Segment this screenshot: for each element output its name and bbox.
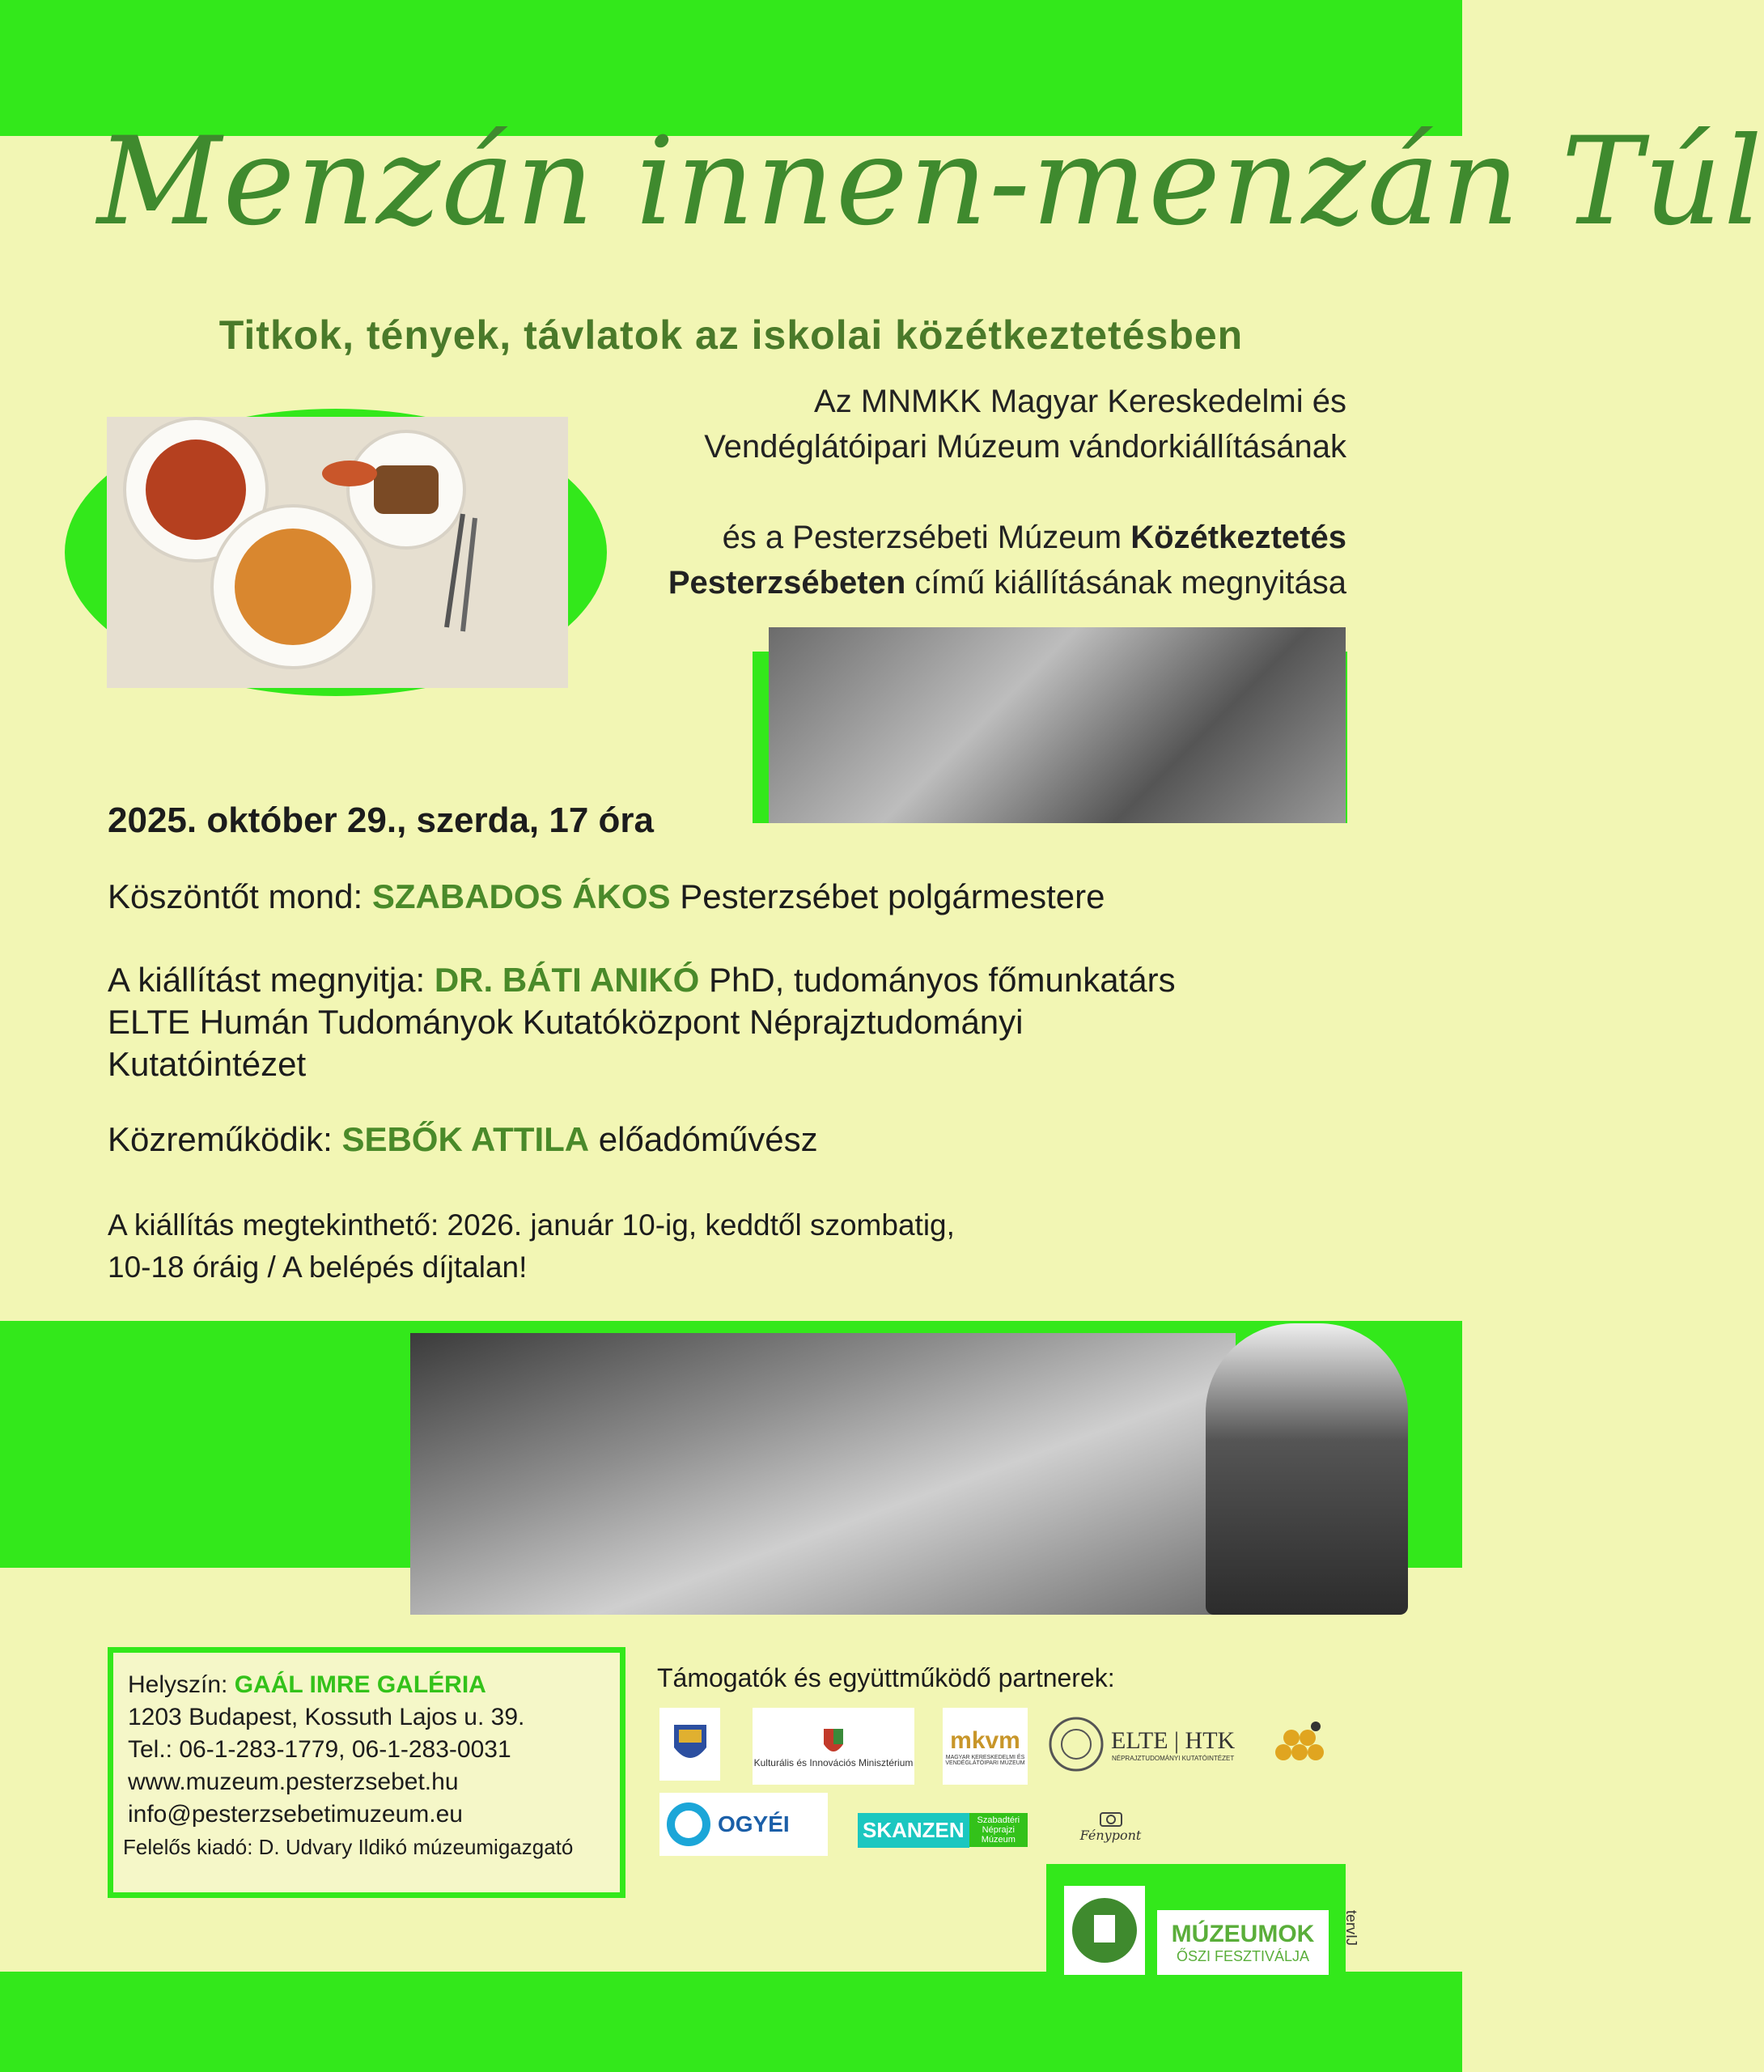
partners-heading: Támogatók és együttműködő partnerek:: [657, 1663, 1115, 1692]
event-title: Menzán innen-menzán Túl: [97, 112, 1764, 253]
opener-line: A kiállítást megnyitja: DR. BÁTI ANIKÓ PhD, tudományos főmunkatárs: [108, 961, 1176, 999]
venue-name: GAÁL IMRE GALÉRIA: [234, 1671, 486, 1698]
designer-credit: tervIJ: [1343, 1910, 1359, 1947]
honeycomb-logo: [1270, 1720, 1335, 1768]
canteen-photo: [410, 1333, 1236, 1615]
venue-phone: Tel.: 06-1-283-1779, 06-1-283-0031: [128, 1736, 511, 1763]
event-subtitle: Titkok, tények, távlatok az iskolai közétkeztetésben: [218, 312, 1244, 358]
festival-text-logo: MÚZEUMOK ŐSZI FESZTIVÁLJA: [1157, 1910, 1329, 1975]
festival-badge-logo: [1064, 1886, 1145, 1975]
ministry-logo: Kulturális és Innovációs Minisztérium: [753, 1708, 914, 1785]
honeycomb-icon: [1270, 1720, 1335, 1768]
crest-icon: [671, 1720, 710, 1768]
skanzen-logo: SKANZEN Szabadtéri Néprajzi Múzeum: [858, 1809, 1028, 1851]
intro-line-3: és a Pesterzsébeti Múzeum Közétkeztetés: [722, 520, 1346, 555]
intro-line-1: Az MNMKK Magyar Kereskedelmi és: [814, 384, 1346, 419]
venue-email[interactable]: info@pesterzsebetimuzeum.eu: [128, 1801, 463, 1828]
event-date: 2025. október 29., szerda, 17 óra: [108, 800, 655, 840]
food-tray-photo: [107, 417, 568, 688]
children-eating-photo: [769, 627, 1346, 823]
camera-icon: [1099, 1808, 1123, 1828]
girl-eating-photo: [1206, 1323, 1408, 1615]
performer-line: Közreműködik: SEBŐK ATTILA előadóművész: [108, 1120, 818, 1158]
elte-htk-logo: ELTE | HTK NÉPRAJZTUDOMÁNYI KUTATÓINTÉZET: [1048, 1712, 1262, 1777]
opener-line-3: Kutatóintézet: [108, 1045, 307, 1083]
greeting-name: SZABADOS ÁKOS: [371, 877, 671, 915]
intro-line-4: Pesterzsébeten című kiállításának megnyitása: [668, 565, 1346, 601]
bottom-band: [0, 1972, 1462, 2072]
hungary-crest-icon: [821, 1725, 846, 1757]
performer-name: SEBŐK ATTILA: [341, 1120, 590, 1158]
intro-line-2: Vendéglátóipari Múzeum vándorkiállításának: [704, 429, 1346, 465]
venue-address: 1203 Budapest, Kossuth Lajos u. 39.: [128, 1704, 525, 1730]
ogyei-ring-icon: [666, 1802, 711, 1847]
ogyei-logo: OGYÉI: [659, 1793, 828, 1856]
budapest-district-crest-logo: [659, 1708, 720, 1781]
festival-leaf-icon: [1070, 1896, 1139, 1965]
venue-website[interactable]: www.muzeum.pesterzsebet.hu: [128, 1768, 459, 1795]
visit-info-line-1: A kiállítás megtekinthető: 2026. január 10-ig, keddtől szombatig,: [108, 1208, 955, 1242]
publisher-line: Felelős kiadó: D. Udvary Ildikó múzeumigazgató: [123, 1835, 574, 1859]
venue-name-line: Helyszín: GAÁL IMRE GALÉRIA: [128, 1671, 486, 1698]
greeting-line: Köszöntőt mond: SZABADOS ÁKOS Pesterzsébet polgármestere: [108, 877, 1105, 915]
opener-line-2: ELTE Humán Tudományok Kutatóközpont Néprajztudományi: [108, 1003, 1024, 1041]
venue-info-box: [108, 1647, 625, 1898]
mkvm-logo: mkvm MAGYAR KERESKEDELMI ÉS VENDÉGLÁTÓIPARI MÚZEUM: [943, 1708, 1028, 1785]
elte-seal-icon: [1048, 1716, 1105, 1773]
fenypont-logo: Fénypont: [1076, 1801, 1145, 1849]
opener-name: DR. BÁTI ANIKÓ: [434, 961, 700, 999]
visit-info-line-2: 10-18 óráig / A belépés díjtalan!: [108, 1250, 528, 1284]
food-tray-illustration: [107, 417, 568, 688]
